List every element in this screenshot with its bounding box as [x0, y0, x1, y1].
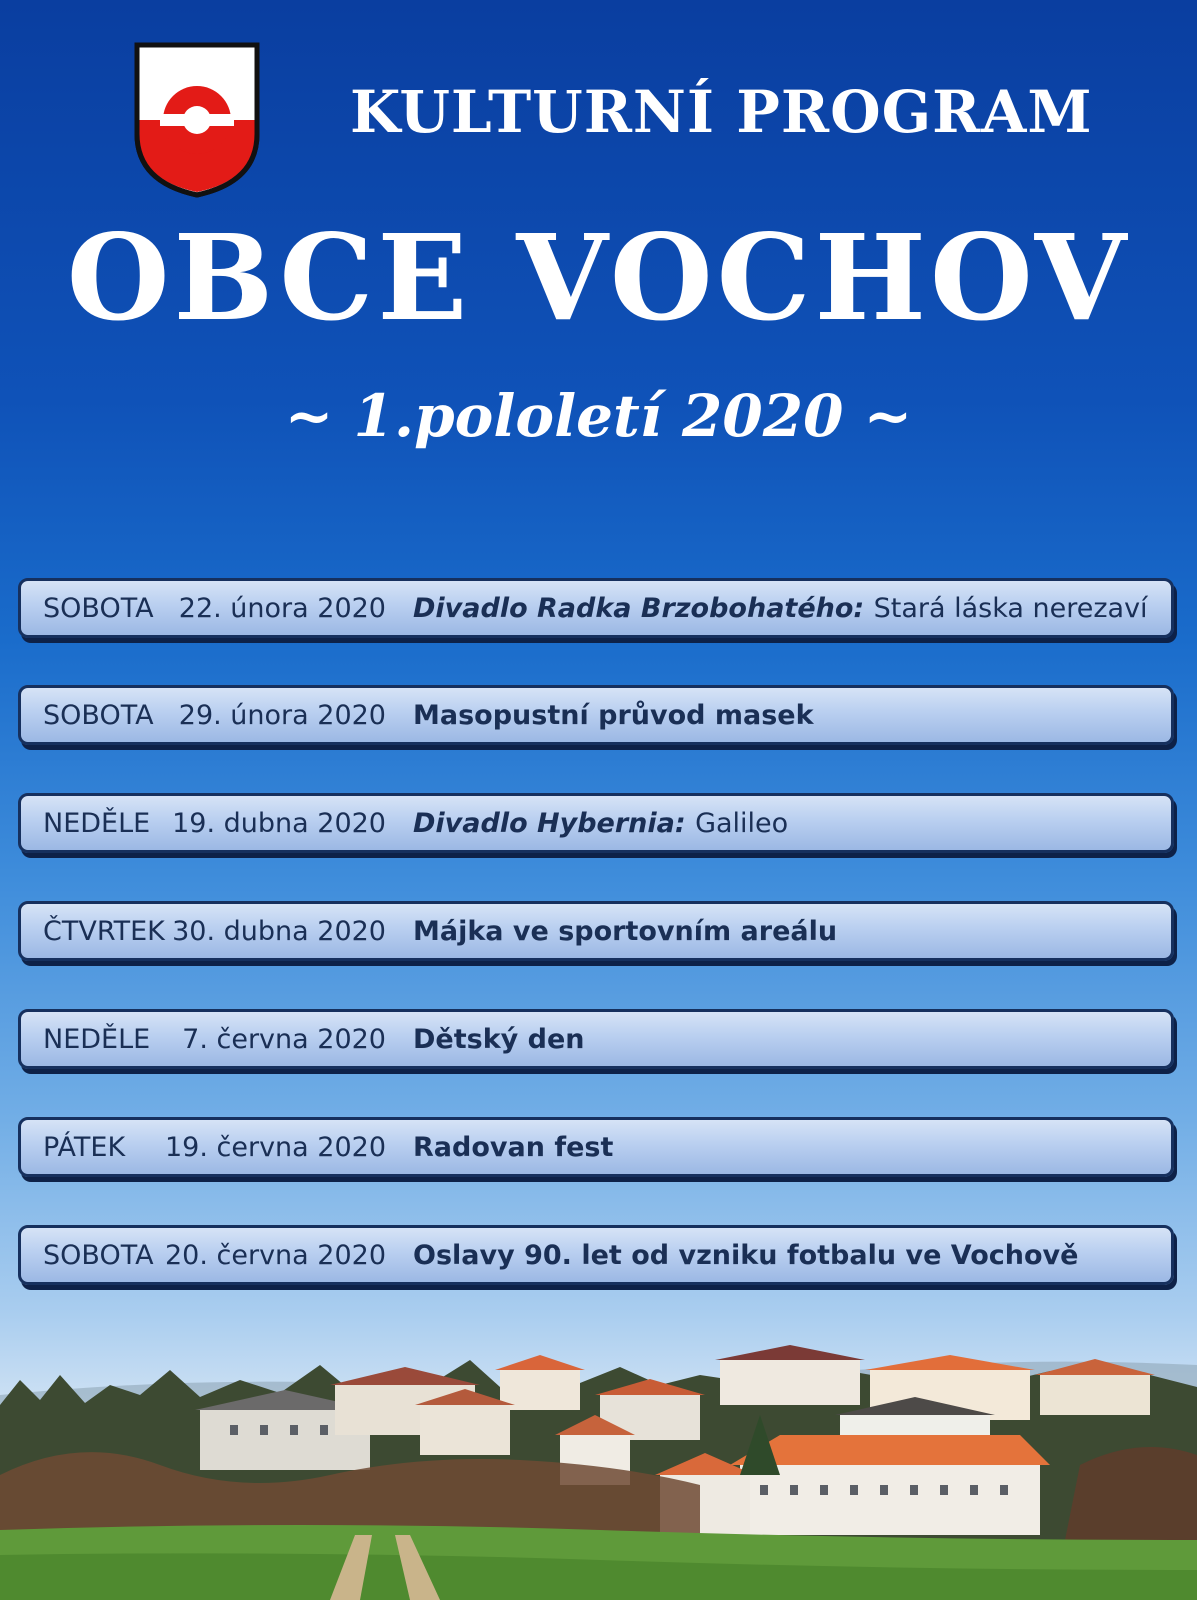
coat-of-arms-icon [134, 42, 260, 198]
event-day: SOBOTA [43, 592, 154, 624]
event-row [18, 1117, 1174, 1177]
event-day: PÁTEK [43, 1131, 126, 1163]
event-title: Radovan fest [413, 1131, 614, 1163]
title-kulturni-program: KULTURNÍ PROGRAM [350, 78, 1093, 146]
event-name: Stará láska nerezaví [873, 592, 1148, 624]
event-title [413, 808, 788, 839]
event-day: NEDĚLE [43, 1023, 151, 1055]
event-date: 29. února 2020 [178, 699, 386, 731]
event-day: NEDĚLE [43, 807, 151, 839]
event-title [413, 593, 1148, 624]
event-title: Dětský den [413, 1023, 585, 1055]
event-row [18, 793, 1174, 853]
title-obce-vochov: OBCE VOCHOV [66, 208, 1131, 347]
event-day: SOBOTA [43, 1239, 154, 1271]
event-name: Galileo [695, 807, 789, 839]
event-date: 19. dubna 2020 [172, 807, 386, 839]
event-day: SOBOTA [43, 699, 154, 731]
subtitle-pololeti: ~ 1.pololetí 2020 ~ [284, 382, 913, 450]
event-title: Masopustní průvod masek [413, 699, 814, 731]
event-row [18, 901, 1174, 961]
event-row [18, 685, 1174, 745]
event-title: Oslavy 90. let od vzniku fotbalu ve Vochově [413, 1239, 1079, 1271]
event-row [18, 578, 1174, 638]
event-day: ČTVRTEK [43, 915, 165, 947]
event-date: 30. dubna 2020 [172, 915, 386, 947]
event-date: 7. června 2020 [182, 1023, 386, 1055]
event-italic: Divadlo Radka Brzobohatého: [413, 592, 865, 624]
event-row [18, 1009, 1174, 1069]
event-title: Májka ve sportovním areálu [413, 915, 838, 947]
event-row [18, 1225, 1174, 1285]
event-date: 22. února 2020 [178, 592, 386, 624]
event-italic: Divadlo Hybernia: [413, 807, 686, 839]
village-landscape-image [0, 1325, 1197, 1600]
event-date: 20. června 2020 [164, 1239, 386, 1271]
event-date: 19. června 2020 [164, 1131, 386, 1163]
